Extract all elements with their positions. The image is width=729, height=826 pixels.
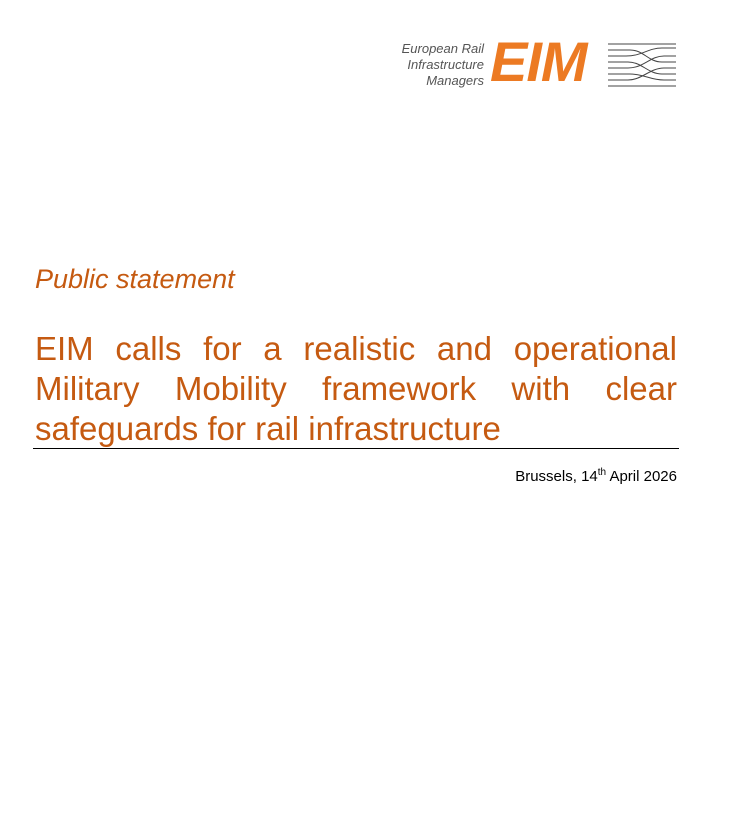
headline-divider <box>33 448 679 449</box>
rail-tracks-icon <box>608 42 676 88</box>
logo-tagline-line1: European Rail <box>401 41 484 56</box>
logo-tagline-line2: Infrastructure <box>407 57 484 72</box>
logo-mark <box>490 30 680 93</box>
logo-tagline <box>402 41 484 89</box>
dateline <box>515 467 677 487</box>
logo-letters: EIM <box>490 30 587 93</box>
document-headline: EIM calls for a realistic and operational Military Mobility framework with clear safeguards for rail infrastructure <box>35 330 677 447</box>
dateline-place-day: Brussels, 14 <box>515 468 598 485</box>
dateline-ordinal: th <box>597 467 607 478</box>
eim-logo <box>390 30 680 93</box>
dateline-month-year: April 2026 <box>606 468 677 485</box>
logo-tagline-line3: Managers <box>426 73 484 88</box>
document-kicker: Public statement <box>35 264 235 294</box>
